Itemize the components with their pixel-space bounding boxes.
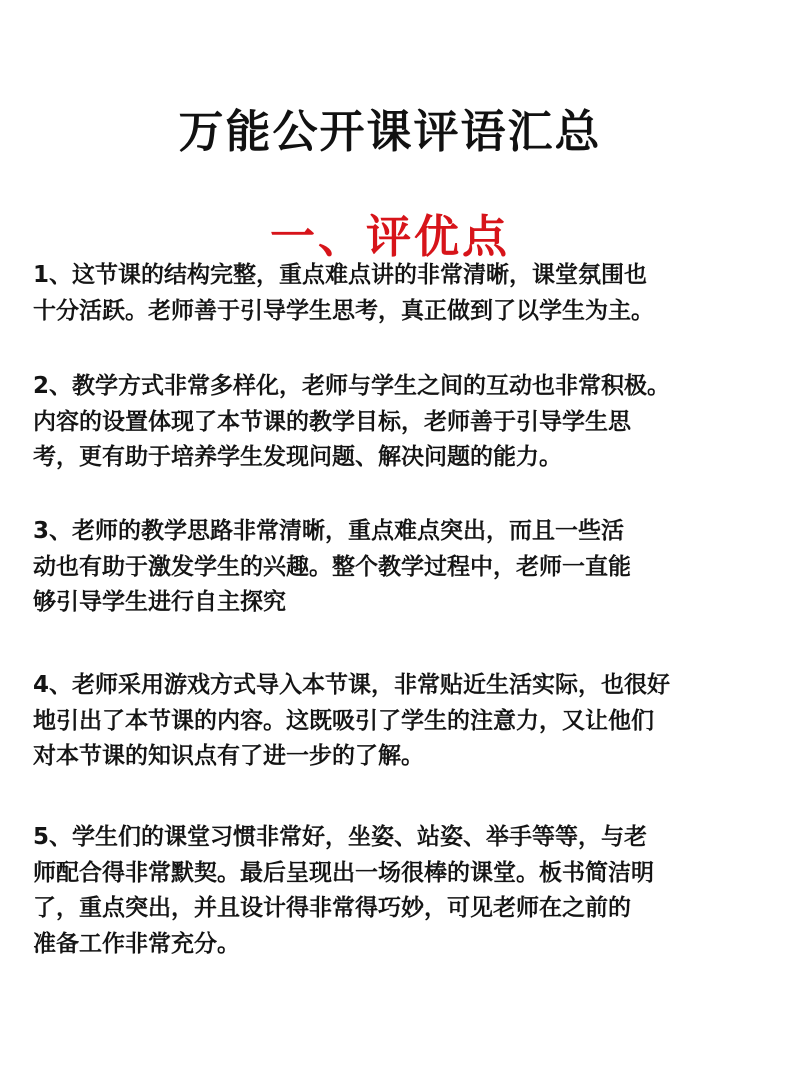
comment-line: 了，重点突出，并且设计得非常得巧妙，可见老师在之前的	[33, 895, 631, 921]
comment-line: 师配合得非常默契。最后呈现出一场很棒的课堂。板书简洁明	[33, 859, 654, 886]
section-heading: 一、评优点	[269, 210, 510, 264]
comment-line: 4、老师采用游戏方式导入本节课，非常贴近生活实际，也很好	[33, 672, 671, 698]
comment-line: 地引出了本节课的内容。这既吸引了学生的注意力，又让他们	[33, 707, 654, 734]
comment-item-1	[33, 258, 654, 329]
comment-line: 1、这节课的结构完整，重点难点讲的非常清晰，课堂氛围也	[33, 262, 648, 288]
comment-item-3	[33, 514, 631, 621]
comment-line: 2、教学方式非常多样化，老师与学生之间的互动也非常积极。	[33, 373, 671, 399]
comment-line: 够引导学生进行自主探究	[33, 589, 286, 615]
comment-line: 内容的设置体现了本节课的教学目标，老师善于引导学生思	[33, 408, 631, 435]
comment-line: 动也有助于激发学生的兴趣。整个教学过程中，老师一直能	[33, 553, 631, 580]
comment-line: 考，更有助于培养学生发现问题、解决问题的能力。	[33, 444, 562, 470]
comment-line: 对本节课的知识点有了进一步的了解。	[33, 743, 424, 769]
comment-line: 3、老师的教学思路非常清晰，重点难点突出，而且一些活	[33, 518, 625, 544]
comment-line: 5、学生们的课堂习惯非常好，坐姿、站姿、举手等等，与老	[33, 824, 648, 850]
comment-line: 十分活跃。老师善于引导学生思考，真正做到了以学生为主。	[33, 297, 654, 324]
comment-item-4	[33, 668, 670, 775]
comment-item-2	[33, 369, 670, 476]
comment-item-5	[33, 820, 654, 962]
page-title: 万能公开课评语汇总	[178, 105, 602, 159]
comment-line: 准备工作非常充分。	[33, 930, 240, 957]
